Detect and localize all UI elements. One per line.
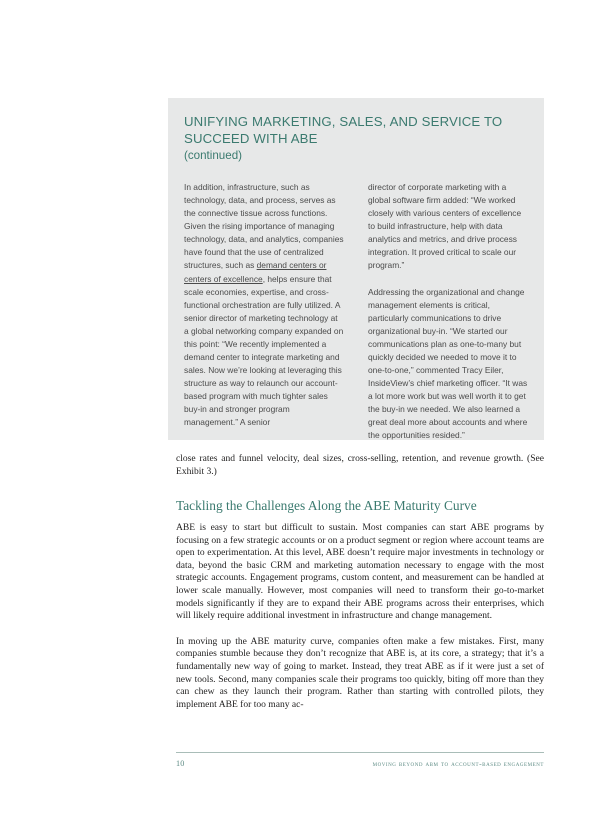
callout-right-column xyxy=(368,181,528,442)
page-footer xyxy=(176,759,544,768)
continuation-paragraph: close rates and funnel velocity, deal sizes, cross-selling, retention, and revenue growth. (See Exhibit 3.) xyxy=(176,453,544,477)
callout-title: UNIFYING MARKETING, SALES, AND SERVICE TO SUCCEED WITH ABE xyxy=(184,114,503,146)
body-paragraph-2: In moving up the ABE maturity curve, companies often make a few mistakes. First, many companies stumble because they don’t recognize that ABE is, at its core, a strategy; that it’s a fundamentally new way of going to market. Instead, they treat ABE as if it were just a set of new tools. Second, many companies scale their programs too quickly, biting off more than they can chew as they launch their program. Rather than starting with controlled pilots, they implement ABE for too many ac- xyxy=(176,635,544,710)
callout-left-text-before-link: In addition, infrastructure, such as technology, data, and process, serves as the connective tissue across functions. Given the rising importance of managing technology, data, and analytics, companies have found that the use of centralized structures, such as xyxy=(184,182,344,271)
section-heading: Tackling the Challenges Along the ABE Maturity Curve xyxy=(176,498,477,513)
callout-continued-label: (continued) xyxy=(184,149,243,163)
callout-left-paragraph xyxy=(184,181,344,429)
footer-document-title: moving beyond abm to account-based engagement xyxy=(372,759,544,768)
footer-page-number: 10 xyxy=(176,759,185,768)
body-paragraph-1: ABE is easy to start but difficult to sustain. Most companies can start ABE programs by focusing on a few strategic accounts or on a product segment or region where account teams are open to experimentation. At this level, ABE doesn’t require major investments in technology or data, beyond the basic CRM and marketing automation necessary to engage with the most strategic accounts. Engagement programs, custom content, and measurement can be handled at lower scale manually. However, most companies will need to transform their go-to-market models significantly if they are to expand their ABE programs across their enterprises, which will likely require additional investment in infrastructure and change management. xyxy=(176,522,544,622)
callout-box xyxy=(168,98,544,440)
footer-divider xyxy=(176,752,544,753)
callout-columns xyxy=(184,181,528,442)
callout-left-column xyxy=(184,181,344,442)
callout-right-paragraph-2: Addressing the organizational and change management elements is critical, particularly communications to drive organizational buy-in. “We started our communications plan as one-to-many but quickly decided we needed to move it to one-to-one,” commented Tracy Eiler, InsideView’s chief marketing officer. “It was a lot more work but was well worth it to get the buy-in we needed. We also learned a great deal more about accounts and where the opportunities resided.” xyxy=(368,286,528,441)
callout-left-text-after-link: , helps ensure that scale economies, expertise, and cross-functional orchestration are fully utilized. A senior director of marketing technology at a global networking company expanded on this point: “We recently implemented a demand center to integrate marketing and sales. Now we’re looking at leveraging this structure as way to relaunch our account-based program with much tighter sales buy-in and stronger program management.” A senior xyxy=(184,273,344,428)
section-body-block xyxy=(176,522,544,711)
continuation-text-block xyxy=(176,453,544,478)
callout-right-paragraph-1: director of corporate marketing with a global software firm added: “We worked closely with various centers of excellence to build infrastructure, help with data analytics and metrics, and drive process integration. It proved critical to scale our program.” xyxy=(368,182,522,271)
demand-centers-link[interactable]: demand centers or centers of excellence xyxy=(184,260,327,284)
